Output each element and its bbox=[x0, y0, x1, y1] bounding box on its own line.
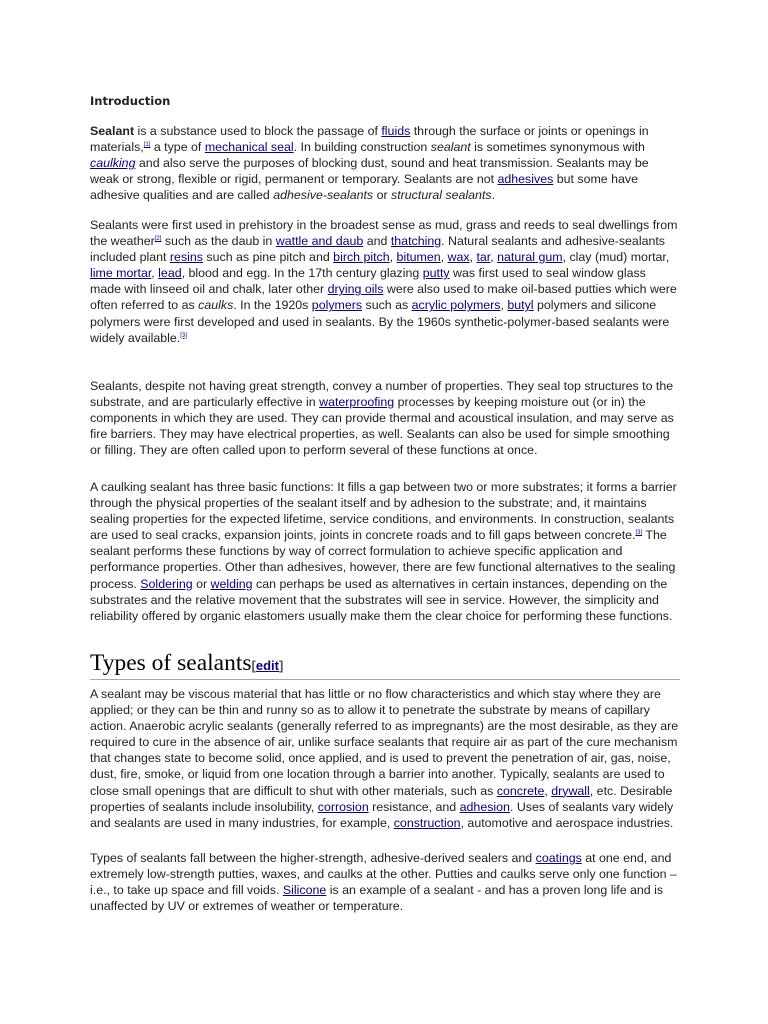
link-drying-oils[interactable]: drying oils bbox=[327, 282, 384, 297]
citation-ref bbox=[180, 333, 187, 339]
section-title: Types of sealants bbox=[90, 650, 252, 676]
intro-paragraph-3: Sealants, despite not having great strength, convey a number of properties. They seal top structures to the substrate, and are particularly effective in waterproofing processes by keeping moisture out (or in) the components in which they are used. They can provide thermal and acoustical insulation, and may serve as fire barriers. They may have electrical properties, as well. Sealants can also be used for simple smoothing or filling. They are often called upon to perform several of these functions at once. bbox=[90, 379, 674, 458]
link-mechanical-seal[interactable]: mechanical seal bbox=[204, 140, 294, 155]
link-caulking[interactable]: caulking bbox=[90, 156, 136, 171]
link-construction[interactable]: construction bbox=[393, 815, 461, 830]
intro-paragraph-1: Sealant is a substance used to block the passage of fluids through the surface or joints or openings in materials,[1] a type of mechanical seal. In building construction sealant is sometimes synonymous with caulking and also serve the purposes of blocking dust, sound and heat transmission. Sealants may be weak or strong, flexible or rigid, permanent or temporary. Sealants are not adhesives but some have adhesive qualities and are called adhesive-sealants or structural sealants. bbox=[90, 124, 649, 203]
link-welding[interactable]: welding bbox=[210, 576, 253, 591]
introduction-heading: Introduction bbox=[90, 94, 171, 108]
link-butyl[interactable]: butyl bbox=[507, 298, 534, 313]
link-drywall[interactable]: drywall bbox=[551, 783, 590, 798]
link-resins[interactable]: resins bbox=[169, 250, 203, 265]
link-polymers[interactable]: polymers bbox=[311, 298, 363, 313]
link-birch-pitch[interactable]: birch pitch bbox=[333, 250, 390, 265]
link-wattle-and-daub[interactable]: wattle and daub bbox=[275, 234, 364, 249]
link-silicone[interactable]: Silicone bbox=[282, 883, 327, 898]
link-wax[interactable]: wax bbox=[447, 250, 470, 265]
link-adhesives[interactable]: adhesives bbox=[497, 172, 554, 187]
link-fluids[interactable]: fluids bbox=[381, 124, 411, 138]
term-bold: Sealant bbox=[90, 124, 135, 138]
link-natural-gum[interactable]: natural gum bbox=[497, 250, 563, 265]
intro-paragraph-2: Sealants were first used in prehistory in the broadest sense as mud, grass and reeds to seal dwellings from the weather[2] such as the daub in wattle and daub and thatching. Natural sealants and adhesive-sealants included plant resins such as pine pitch and birch pitch, bitumen, wax, tar, natural gum, clay (mud) mortar, lime mortar, lead, blood and egg. In the 17th century glazing putty was first used to seal window glass made with linseed oil and chalk, later other drying oils were also used to make oil-based putties which were often referred to as caulks. In the 1920s polymers such as acrylic polymers, butyl polymers and silicone polymers were first developed and used in sealants. By the 1960s synthetic-polymer-based sealants were widely available.[3] bbox=[90, 218, 678, 345]
link-thatching[interactable]: thatching bbox=[390, 234, 442, 249]
link-lime-mortar[interactable]: lime mortar bbox=[90, 266, 152, 281]
edit-section: [edit] bbox=[251, 658, 284, 673]
link-tar[interactable]: tar bbox=[476, 250, 491, 265]
link-putty[interactable]: putty bbox=[422, 266, 450, 281]
section-heading-types bbox=[90, 648, 680, 680]
intro-paragraph-4: A caulking sealant has three basic functions: It fills a gap between two or more substrates; it forms a barrier through the physical properties of the sealant itself and by adhesion to the substrate; and, it maintains sealing properties for the expected lifetime, service conditions, and environments. In construction, sealants are used to seal cracks, expansion joints, joints in concrete roads and to fill gaps between concrete.[3] The sealant performs these functions by way of correct formulation to achieve specific application and performance properties. Other than adhesives, however, there are few functional alternatives to the sealing process. Soldering or welding can perhaps be used as alternatives in certain instances, depending on the substrates and the relative movement that the substrates will see in service. However, the simplicity and reliability offered by organic elastomers usually make them the clear choice for performing these functions. bbox=[90, 480, 677, 623]
citation-link-1[interactable]: [1] bbox=[143, 142, 151, 149]
citation-link-2[interactable]: [2] bbox=[154, 236, 162, 243]
link-waterproofing[interactable]: waterproofing bbox=[319, 395, 395, 410]
link-coatings[interactable]: coatings bbox=[535, 851, 582, 865]
link-bitumen[interactable]: bitumen bbox=[396, 250, 441, 265]
citation-link-3[interactable]: [3] bbox=[180, 332, 187, 339]
link-concrete[interactable]: concrete bbox=[496, 783, 545, 798]
citation-link-4[interactable]: [3] bbox=[635, 530, 643, 537]
link-lead[interactable]: lead bbox=[158, 266, 182, 281]
link-acrylic-polymers[interactable]: acrylic polymers bbox=[411, 298, 501, 313]
types-paragraph-2: Types of sealants fall between the higher-strength, adhesive-derived sealers and coatings at one end, and extremely low-strength putties, waxes, and caulks at the other. Putties and caulks serve only one function – i.e., to take up space and fill voids. Silicone is an example of a sealant - and has a proven long life and is unaffected by UV or extremes of weather or temperature. bbox=[90, 851, 677, 914]
types-paragraph-1: A sealant may be viscous material that has little or no flow characteristics and which stay where they are applied; or they can be thin and runny so as to allow it to penetrate the substrate by means of capillary action. Anaerobic acrylic sealants (generally referred to as impregnants) are the most desirable, as they are required to cure in the absence of air, unlike surface sealants that require air as part of the cure mechanism that changes state to become solid, once applied, and is used to prevent the penetration of air, gas, noise, dust, fire, smoke, or liquid from one location through a barrier into another. Typically, sealants are used to close small openings that are difficult to shut with other materials, such as concrete, drywall, etc. Desirable properties of sealants include insolubility, corrosion resistance, and adhesion. Uses of sealants vary widely and sealants are used in many industries, for example, construction, automotive and aerospace industries. bbox=[90, 687, 679, 830]
edit-link[interactable]: edit bbox=[255, 658, 279, 673]
link-soldering[interactable]: Soldering bbox=[140, 576, 193, 591]
link-corrosion[interactable]: corrosion bbox=[317, 799, 369, 814]
link-adhesion[interactable]: adhesion bbox=[459, 799, 510, 814]
